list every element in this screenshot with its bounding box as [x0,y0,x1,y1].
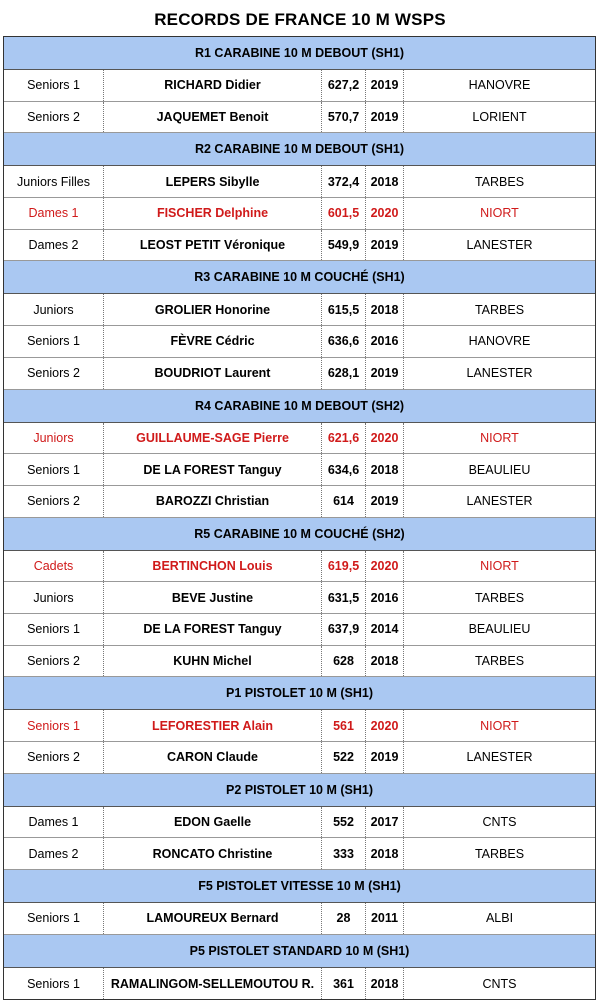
category-cell: Juniors Filles [4,166,104,197]
category-cell: Seniors 1 [4,454,104,485]
category-cell: Dames 2 [4,230,104,261]
section-header: R4 CARABINE 10 M DEBOUT (SH2) [4,390,595,423]
category-cell: Seniors 1 [4,70,104,101]
category-cell: Seniors 2 [4,742,104,773]
score-cell: 549,9 [322,230,366,261]
year-cell: 2019 [366,230,404,261]
year-cell: 2016 [366,582,404,613]
table-row [4,551,595,583]
place-cell: LANESTER [466,238,533,253]
section-header: R3 CARABINE 10 M COUCHÉ (SH1) [4,261,595,294]
score-cell: 552 [322,807,366,838]
year-cell: 2018 [366,838,404,869]
year-cell: 2019 [366,102,404,133]
table-row [4,968,595,1000]
name-cell: BOUDRIOT Laurent [104,358,322,389]
score-cell: 634,6 [322,454,366,485]
score-cell: 561 [322,710,366,741]
year-cell: 2019 [366,70,404,101]
table-row [4,358,595,390]
table-row [4,614,595,646]
name-cell: RONCATO Christine [104,838,322,869]
category-cell: Seniors 1 [4,903,104,934]
page-title: RECORDS DE FRANCE 10 M WSPS [154,10,446,29]
place-cell: LANESTER [466,366,533,381]
category-cell: Juniors [4,582,104,613]
place-cell: NIORT [480,430,519,445]
table-row [4,294,595,326]
table-row [4,903,595,935]
score-cell: 627,2 [322,70,366,101]
category-cell: Cadets [4,551,104,582]
table-row [4,582,595,614]
category-cell: Juniors [4,294,104,325]
category-cell: Seniors 1 [4,614,104,645]
place-cell: ALBI [485,911,514,926]
place-cell: TARBES [474,590,525,605]
name-cell: FISCHER Delphine [104,198,322,229]
place-cell: TARBES [474,302,525,317]
name-cell: GROLIER Honorine [104,294,322,325]
table-row [4,838,595,870]
name-cell: LEFORESTIER Alain [104,710,322,741]
place-cell: TARBES [474,174,525,189]
name-cell: RICHARD Didier [104,70,322,101]
category-cell: Juniors [4,423,104,454]
year-cell: 2018 [366,454,404,485]
name-cell: JAQUEMET Benoit [104,102,322,133]
year-cell: 2019 [366,486,404,517]
year-cell: 2020 [366,710,404,741]
table-row [4,230,595,262]
name-cell: BEVE Justine [104,582,322,613]
score-cell: 28 [322,903,366,934]
year-cell: 2020 [366,423,404,454]
score-cell: 636,6 [322,326,366,357]
year-cell: 2016 [366,326,404,357]
category-cell: Seniors 1 [4,968,104,1000]
category-cell: Dames 2 [4,838,104,869]
score-cell: 619,5 [322,551,366,582]
score-cell: 628 [322,646,366,677]
section-header: R2 CARABINE 10 M DEBOUT (SH1) [4,133,595,166]
name-cell: BERTINCHON Louis [104,551,322,582]
name-cell: EDON Gaelle [104,807,322,838]
category-cell: Dames 1 [4,198,104,229]
place-cell: HANOVRE [468,78,531,93]
table-row [4,423,595,455]
score-cell: 372,4 [322,166,366,197]
table-row [4,710,595,742]
category-cell: Seniors 1 [4,710,104,741]
section-header: P1 PISTOLET 10 M (SH1) [4,677,595,710]
place-cell: BEAULIEU [468,462,531,477]
name-cell: LEPERS Sibylle [104,166,322,197]
name-cell: FÈVRE Cédric [104,326,322,357]
place-cell: TARBES [474,653,525,668]
category-cell: Seniors 2 [4,358,104,389]
name-cell: CARON Claude [104,742,322,773]
section-header: P2 PISTOLET 10 M (SH1) [4,774,595,807]
score-cell: 628,1 [322,358,366,389]
table-row [4,454,595,486]
name-cell: LAMOUREUX Bernard [104,903,322,934]
score-cell: 522 [322,742,366,773]
score-cell: 614 [322,486,366,517]
place-cell: TARBES [474,846,525,861]
name-cell: LEOST PETIT Véronique [104,230,322,261]
category-cell: Seniors 2 [4,646,104,677]
year-cell: 2017 [366,807,404,838]
section-header: R5 CARABINE 10 M COUCHÉ (SH2) [4,518,595,551]
year-cell: 2018 [366,166,404,197]
year-cell: 2011 [366,903,404,934]
place-cell: LORIENT [472,110,527,125]
table-row [4,70,595,102]
table-row [4,198,595,230]
year-cell: 2018 [366,294,404,325]
section-header: P5 PISTOLET STANDARD 10 M (SH1) [4,935,595,968]
score-cell: 631,5 [322,582,366,613]
table-row [4,326,595,358]
year-cell: 2019 [366,358,404,389]
section-header: F5 PISTOLET VITESSE 10 M (SH1) [4,870,595,903]
year-cell: 2020 [366,198,404,229]
table-row [4,742,595,774]
score-cell: 333 [322,838,366,869]
table-row [4,646,595,678]
year-cell: 2018 [366,646,404,677]
place-cell: BEAULIEU [468,622,531,637]
category-cell: Seniors 2 [4,102,104,133]
name-cell: KUHN Michel [104,646,322,677]
place-cell: LANESTER [466,494,533,509]
place-cell: HANOVRE [468,334,531,349]
records-table [3,36,596,1000]
place-cell: CNTS [482,815,517,830]
year-cell: 2020 [366,551,404,582]
score-cell: 601,5 [322,198,366,229]
name-cell: RAMALINGOM-SELLEMOUTOU R. [104,968,322,1000]
year-cell: 2014 [366,614,404,645]
place-cell: NIORT [480,718,519,733]
name-cell: GUILLAUME-SAGE Pierre [104,423,322,454]
score-cell: 621,6 [322,423,366,454]
table-row [4,486,595,518]
score-cell: 637,9 [322,614,366,645]
year-cell: 2019 [366,742,404,773]
score-cell: 361 [322,968,366,1000]
score-cell: 570,7 [322,102,366,133]
table-row [4,102,595,134]
category-cell: Dames 1 [4,807,104,838]
category-cell: Seniors 1 [4,326,104,357]
name-cell: DE LA FOREST Tanguy [104,614,322,645]
year-cell: 2018 [366,968,404,1000]
place-cell: NIORT [480,558,519,573]
table-row [4,807,595,839]
place-cell: CNTS [482,976,517,991]
section-header: R1 CARABINE 10 M DEBOUT (SH1) [4,37,595,70]
score-cell: 615,5 [322,294,366,325]
place-cell: LANESTER [466,750,533,765]
name-cell: DE LA FOREST Tanguy [104,454,322,485]
category-cell: Seniors 2 [4,486,104,517]
place-cell: NIORT [480,206,519,221]
name-cell: BAROZZI Christian [104,486,322,517]
table-row [4,166,595,198]
